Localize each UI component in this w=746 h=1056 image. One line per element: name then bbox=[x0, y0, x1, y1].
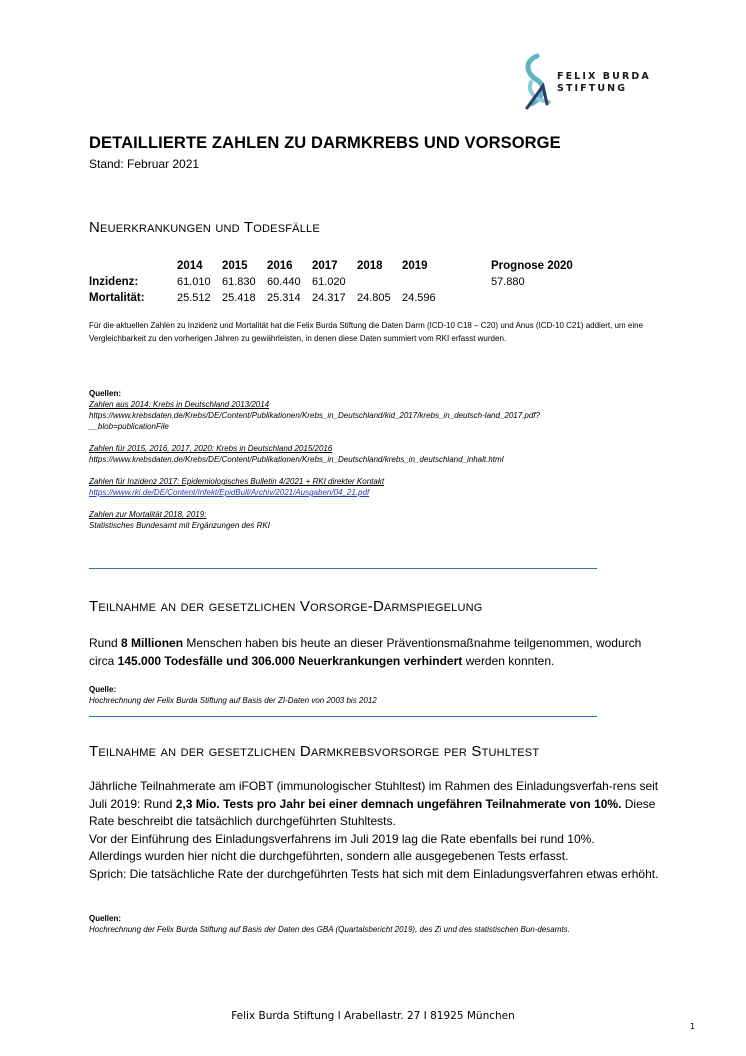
table-cell bbox=[491, 290, 573, 306]
table-cell: 25.314 bbox=[267, 292, 301, 304]
table-cell bbox=[402, 274, 491, 290]
table-cell: 24.596 bbox=[402, 292, 436, 304]
table-header-cell: 2019 bbox=[402, 260, 428, 272]
table-header-cell: 2018 bbox=[357, 260, 383, 272]
row-label-incidence: Inzidenz: bbox=[89, 276, 139, 288]
source-link[interactable]: https://www.rki.de/DE/Content/Infekt/EpidBull/Archiv/2021/Ausgaben/04_21.pdf bbox=[89, 488, 370, 497]
source-title: Zahlen aus 2014: Krebs in Deutschland 2013/2014 bbox=[89, 400, 270, 409]
section-divider bbox=[89, 716, 597, 717]
row-label-mortality: Mortalität: bbox=[89, 292, 145, 304]
section-heading-new-cases: Neuerkrankungen und Todesfälle bbox=[89, 219, 320, 236]
source-detail: Hochrechnung der Felix Burda Stiftung auf Basis der Daten des GBA (Quartalsbericht 2019), des Zi und des statistischen Bun-desamts. bbox=[89, 925, 570, 934]
colonoscopy-paragraph: Rund 8 Millionen Menschen haben bis heute an dieser Präventionsmaßnahme teilgenommen, wodurch circa 145.000 Todesfälle und 306.000 Neuerkrankungen verhindert werden konnten. bbox=[89, 636, 642, 668]
table-header-cell: 2016 bbox=[267, 260, 293, 272]
section-divider bbox=[89, 568, 597, 569]
table-cell: 60.440 bbox=[267, 276, 301, 288]
sources-block bbox=[89, 388, 659, 531]
table-cell: 57.880 bbox=[491, 276, 525, 288]
logo-line-1: FELIX BURDA bbox=[557, 71, 651, 82]
data-note: Für die aktuellen Zahlen zu Inzidenz und Mortalität hat die Felix Burda Stiftung die Daten Darm (ICD-10 C18 – C20) und Anus (ICD-10 C21) addiert, um eine Vergleichbarkeit zu den vorherigen Jahren zu gewährleisten, in denen diese Daten summiert vom RKI erfasst wurden. bbox=[89, 321, 644, 343]
section-heading-stool-test: Teilnahme an der gesetzlichen Darmkrebsvorsorge per Stuhltest bbox=[89, 743, 540, 760]
source-detail: Hochrechnung der Felix Burda Stiftung auf Basis der ZI-Daten von 2003 bis 2012 bbox=[89, 696, 377, 705]
table-cell: 24.317 bbox=[312, 292, 346, 304]
section-heading-colonoscopy: Teilnahme an der gesetzlichen Vorsorge-Darmspiegelung bbox=[89, 598, 483, 615]
stool-test-source bbox=[89, 913, 659, 935]
table-cell: 61.830 bbox=[222, 276, 256, 288]
table-row bbox=[89, 290, 573, 306]
table-header-cell: Prognose 2020 bbox=[491, 260, 573, 272]
source-title: Zahlen für 2015, 2016, 2017, 2020: Krebs in Deutschland 2015/2016 bbox=[89, 444, 333, 453]
table-cell: 25.418 bbox=[222, 292, 256, 304]
stool-test-paragraph: Jährliche Teilnahmerate am iFOBT (immunologischer Stuhltest) im Rahmen des Einladungsverfah-rens seit Juli 2019: Rund 2,3 Mio. Tests pro Jahr bei einer demnach ungefähren Teilnahmerate von 10%. Diese Rate beschreibt die tatsächlich durchgeführten Stuhltests. Vor der Einführung des Einladungsverfahrens im Juli 2019 lag die Rate ebenfalls bei rund 10%. Allerdings wurden hier nicht die durchgeführten, sondern alle ausgegebenen Tests erfasst. Sprich: Die tatsächliche Rate der durchgeführten Tests hat sich mit dem Einladungsverfahren etwas erhöht. bbox=[89, 779, 659, 881]
stool-test-highlight: 2,3 Mio. Tests pro Jahr bei einer demnach ungefähren Teilnahmerate von 10%. bbox=[175, 796, 622, 811]
colonoscopy-source bbox=[89, 684, 659, 706]
source-label: Quellen: bbox=[89, 914, 122, 923]
table-header-cell: 2014 bbox=[177, 260, 203, 272]
document-date: Stand: Februar 2021 bbox=[89, 157, 200, 171]
sources-label: Quellen: bbox=[89, 389, 122, 398]
source-detail: Statistisches Bundesamt mit Ergänzungen des RKI bbox=[89, 521, 270, 530]
document-title: DETAILLIERTE ZAHLEN ZU DARMKREBS UND VORSORGE bbox=[89, 134, 561, 152]
table-row bbox=[89, 274, 573, 290]
table-header-cell: 2015 bbox=[222, 260, 248, 272]
source-label: Quelle: bbox=[89, 685, 117, 694]
source-title: Zahlen für Inzidenz 2017: Epidemiologisches Bulletin 4/2021 + RKI direkter Kontakt bbox=[89, 477, 385, 486]
table-cell: 25.512 bbox=[177, 292, 211, 304]
table-cell: 24.805 bbox=[357, 292, 391, 304]
prevented-highlight: 145.000 Todesfälle und 306.000 Neuerkrankungen verhindert bbox=[117, 653, 463, 668]
source-detail: https://www.krebsdaten.de/Krebs/DE/Content/Publikationen/Krebs_in_Deutschland/kid_2017/krebs_in_deutsch-land_2017.pdf?__blob=publicationFile bbox=[89, 411, 540, 431]
statistics-table bbox=[89, 258, 573, 306]
source-detail: https://www.krebsdaten.de/Krebs/DE/Content/Publikationen/Krebs_in_Deutschland/krebs_in_deutschland_inhalt.html bbox=[89, 455, 504, 464]
page-footer: Felix Burda Stiftung I Arabellastr. 27 I 81925 München bbox=[231, 1010, 515, 1022]
table-header-cell: 2017 bbox=[312, 260, 338, 272]
logo-text bbox=[557, 71, 651, 95]
logo-line-2: STIFTUNG bbox=[557, 83, 628, 94]
participants-highlight: 8 Millionen bbox=[121, 636, 184, 650]
table-header-row bbox=[89, 258, 573, 274]
source-title: Zahlen zur Mortalität 2018, 2019: bbox=[89, 510, 207, 519]
table-cell: 61.020 bbox=[312, 276, 346, 288]
page-number: 1 bbox=[690, 1022, 696, 1031]
table-cell: 61.010 bbox=[177, 276, 211, 288]
table-cell bbox=[357, 274, 402, 290]
